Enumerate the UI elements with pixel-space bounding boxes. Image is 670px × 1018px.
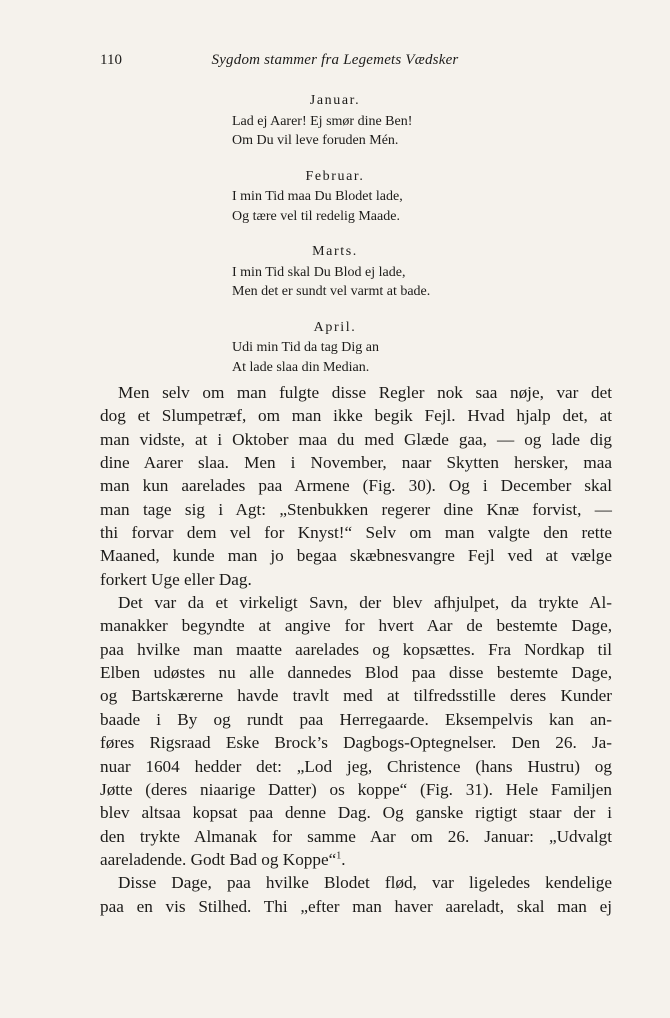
verse-month: Marts. <box>312 244 358 259</box>
verse-line: I min Tid maa Du Blodet lade, <box>232 189 403 204</box>
text-line: og Bartskærerne havde travlt med at tilfredsstille deres Kunder <box>100 686 612 706</box>
text-line: Men selv om man fulgte disse Regler nok saa nøje, var det <box>118 383 612 402</box>
paragraph-2 <box>100 591 612 871</box>
text-line: paa en vis Stilhed. Thi „efter man haver aareladt, skal man ej <box>100 896 612 916</box>
verse-month: Januar. <box>309 93 361 108</box>
verse-marts <box>232 242 562 302</box>
verse-month: Februar. <box>305 168 365 184</box>
text-line: aareladende. Godt Bad og Koppe“ <box>100 849 337 869</box>
text-line: paa hvilke man maatte aarelades og kopsættes. Fra Nordkap til <box>100 639 612 659</box>
page-number: 110 <box>100 52 122 68</box>
verse-januar <box>232 91 562 151</box>
text-line: Disse Dage, paa hvilke Blodet flød, var ligeledes kendelige <box>118 873 612 893</box>
verse-line: Men det er sundt vel varmt at bade. <box>232 284 431 299</box>
text-line: den trykte Almanak for samme Aar om 26. Januar: „Udvalgt <box>100 826 612 846</box>
body-text <box>100 381 612 918</box>
verse-line: At lade slaa din Median. <box>232 359 370 375</box>
text-line: thi forvar dem vel for Knyst!“ Selv om man valgte den rette <box>100 523 612 543</box>
text-line: baade i By og rundt paa Herregaarde. Eksempelvis kan an- <box>100 709 612 729</box>
verse-line: I min Tid skal Du Blod ej lade, <box>232 264 406 280</box>
text-line: man vidste, at i Oktober maa du med Glæde gaa, — og lade dig <box>100 429 612 449</box>
running-title: Sygdom stammer fra Legemets Vædsker <box>211 52 459 68</box>
text-line: man kun aarelades paa Armene (Fig. 30). Og i December skal <box>100 476 612 496</box>
text-line: forkert Uge eller Dag. <box>100 569 252 589</box>
text-line: Maaned, kunde man jo begaa skæbnesvangre Fejl ved at vælge <box>100 546 612 566</box>
text-line: Elben udøstes nu alle dannedes Blod paa disse bestemte Dage, <box>100 663 612 683</box>
sentence-end: . <box>341 849 346 869</box>
text-line: man tage sig i Agt: „Stenbukken regerer dine Knæ forvist, — <box>100 499 612 519</box>
text-line: Det var da et virkeligt Savn, der blev afhjulpet, da trykte Al- <box>118 593 612 613</box>
verse-line: Om Du vil leve foruden Mén. <box>232 133 399 148</box>
text-line: dog et Slumpetræf, om man ikke begik Fejl. Hvad hjalp det, at <box>100 406 612 426</box>
paragraph-3 <box>100 871 612 918</box>
footnote-marker[interactable]: 1 <box>336 850 342 862</box>
text-line: dine Aarer slaa. Men i November, naar Skytten hersker, maa <box>100 453 612 473</box>
page-header <box>100 52 570 74</box>
text-line: manakker begyndte at angive for hvert Aar de bestemte Dage, <box>100 616 612 636</box>
verse-februar <box>232 167 562 227</box>
text-line: nuar 1604 hedder det: „Lod jeg, Christence (hans Hustru) og <box>100 756 612 776</box>
verse-line: Udi min Tid da tag Dig an <box>232 340 380 355</box>
text-line-with-footnote <box>100 848 612 871</box>
almanac-verses <box>232 91 562 393</box>
verse-april <box>232 318 562 378</box>
text-line: blev altsaa kopsat paa denne Dag. Og ganske rigtigt staar der i <box>100 803 612 823</box>
verse-month: April. <box>313 319 357 335</box>
paragraph-1 <box>100 381 612 591</box>
text-line: Jøtte (deres niaarige Datter) os koppe“ (Fig. 31). Hele Familjen <box>100 779 612 799</box>
verse-line: Og tære vel til redelig Maade. <box>232 208 400 224</box>
text-line: føres Rigsraad Eske Brock’s Dagbogs-Optegnelser. Den 26. Ja- <box>100 733 612 753</box>
verse-line: Lad ej Aarer! Ej smør dine Ben! <box>232 113 413 129</box>
